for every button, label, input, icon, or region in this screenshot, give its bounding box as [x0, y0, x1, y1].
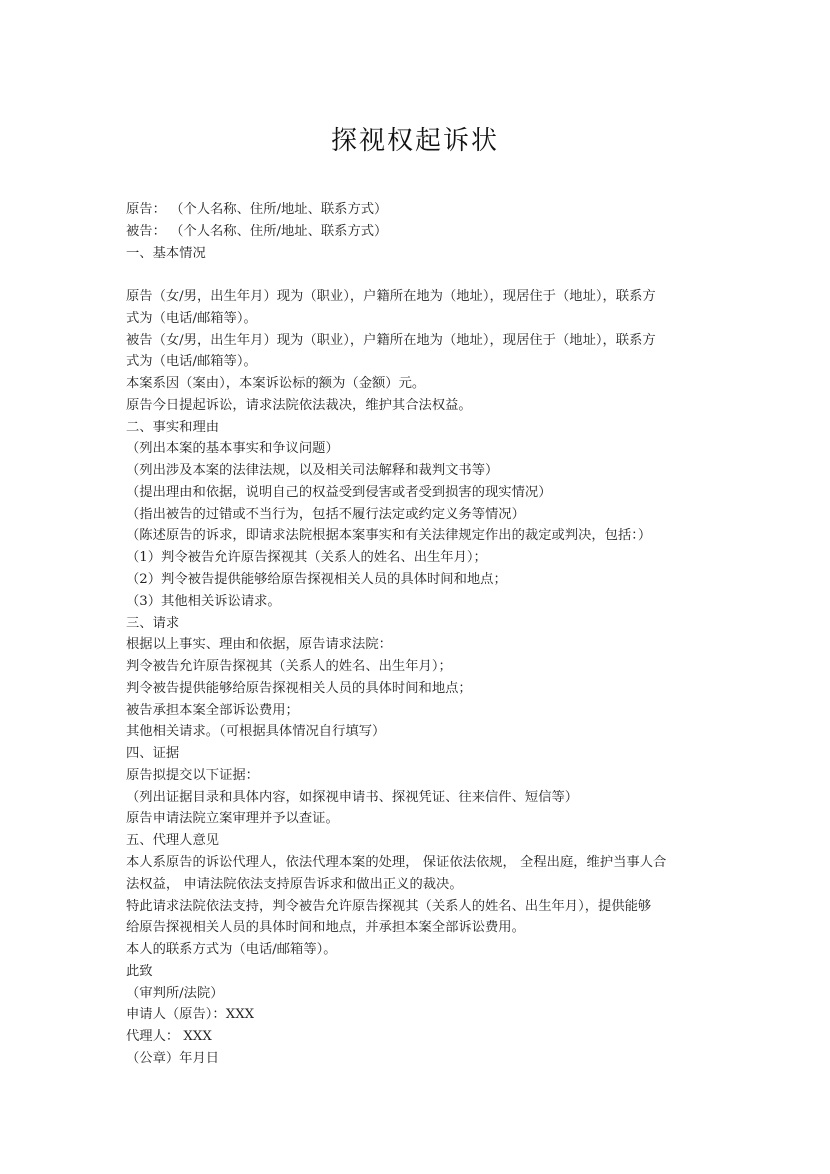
- document-line: 判令被告允许原告探视其（关系人的姓名、出生年月）；: [126, 659, 452, 675]
- document-body: [126, 199, 716, 1070]
- document-line: （提出理由和依据，说明自己的权益受到侵害或者受到损害的现实情况）: [126, 484, 552, 500]
- document-line: （陈述原告的诉求，即请求法院根据本案事实和有关法律规定作出的裁定或判决，包括：）: [126, 528, 652, 544]
- document-line: 原告今日提起诉讼，请求法院依法裁决，维护其合法权益。: [126, 397, 472, 413]
- document-line: 代理人： XXX: [126, 1029, 212, 1045]
- document-line: 本人系原告的诉讼代理人，依法代理本案的处理， 保证依法依规， 全程出庭，维护当事人合: [126, 854, 667, 870]
- document-line: （2）判令被告提供能够给原告探视相关人员的具体时间和地点；: [126, 572, 507, 588]
- document-line: 申请人（原告）：XXX: [126, 1007, 255, 1023]
- document-line: 给原告探视相关人员的具体时间和地点，并承担本案全部诉讼费用。: [126, 920, 525, 936]
- document-line: 其他相关请求。（可根据具体情况自行填写）: [126, 724, 386, 740]
- document-line: 本案系因（案由），本案诉讼标的额为（金额）元。: [126, 376, 426, 392]
- document-line: 五、代理人意见: [126, 833, 220, 849]
- document-line: 被告（女/男，出生年月）现为（职业），户籍所在地为（地址），现居住于（地址），联系方: [126, 332, 656, 348]
- document-line: 本人的联系方式为（电话/邮箱等）。: [126, 942, 337, 958]
- document-line: 一、基本情况: [126, 245, 206, 261]
- document-line: 法权益， 申请法院依法支持原告诉求和做出正义的裁决。: [126, 876, 463, 892]
- document-line: 被告： （个人名称、住所/地址、联系方式）: [126, 223, 388, 239]
- document-line: 式为（电话/邮箱等）。: [126, 310, 257, 326]
- document-line: （1）判令被告允许原告探视其（关系人的姓名、出生年月）；: [126, 550, 487, 566]
- document-line: 原告拟提交以下证据：: [126, 767, 259, 783]
- document-line: 原告： （个人名称、住所/地址、联系方式）: [126, 202, 388, 217]
- document-line: 此致: [126, 963, 153, 979]
- document-line: 三、请求: [126, 615, 180, 631]
- document-line: （3）其他相关诉讼请求。: [126, 593, 281, 609]
- document-line: 四、证据: [126, 746, 180, 762]
- document-line: 被告承担本案全部诉讼费用；: [126, 702, 299, 718]
- document-line: （审判所/法院）: [126, 985, 224, 1001]
- document-line: 二、事实和理由: [126, 419, 220, 435]
- document-line: 判令被告提供能够给原告探视相关人员的具体时间和地点；: [126, 680, 472, 696]
- document-line: 原告（女/男，出生年月）现为（职业），户籍所在地为（地址），现居住于（地址），联系方: [126, 289, 656, 305]
- document-line: 特此请求法院依法支持，判令被告允许原告探视其（关系人的姓名、出生年月），提供能够: [126, 898, 652, 914]
- document-line: （指出被告的过错或不当行为，包括不履行法定或约定义务等情况）: [126, 506, 525, 522]
- document-line: 根据以上事实、理由和依据，原告请求法院：: [126, 637, 392, 653]
- document-line: [126, 264, 716, 286]
- document-line: （列出证据目录和具体内容，如探视申请书、探视凭证、往来信件、短信等）: [126, 789, 579, 805]
- document-line: （列出本案的基本事实和争议问题）: [126, 441, 339, 457]
- document-line: 式为（电话/邮箱等）。: [126, 354, 257, 370]
- document-line: （公章）年月日: [126, 1050, 220, 1066]
- document-title: 探视权起诉状: [330, 126, 499, 156]
- document-line: 原告申请法院立案审理并予以查证。: [126, 811, 339, 827]
- document-line: （列出涉及本案的法律法规，以及相关司法解释和裁判文书等）: [126, 463, 499, 479]
